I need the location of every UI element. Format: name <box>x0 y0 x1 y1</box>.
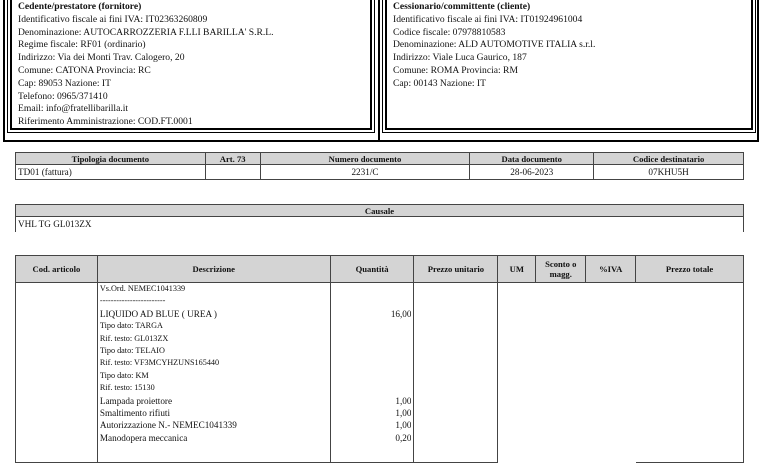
item-description: Tipo dato: TARGA <box>99 321 163 331</box>
item-quantity <box>333 370 412 382</box>
col-total-header: Prezzo totale <box>636 256 744 283</box>
item-description: Rif. testo: 15130 <box>99 383 155 393</box>
customer-line: Denominazione: ALD AUTOMOTIVE ITALIA s.r.l. <box>393 39 596 51</box>
doc-number-header: Numero documento <box>260 153 470 165</box>
item-description: Smaltimento rifiuti <box>99 407 171 418</box>
item-quantity: 1,00 <box>395 407 412 418</box>
art73-value <box>205 165 260 180</box>
item-description: Tipo dato: TELAIO <box>99 345 165 355</box>
description-cell <box>97 283 330 463</box>
causale-header: Causale <box>16 205 744 217</box>
col-um-header: UM <box>498 256 536 283</box>
doc-date-header: Data documento <box>470 153 594 165</box>
col-discount-header: Sconto o magg. <box>536 256 586 283</box>
supplier-line: Denominazione: AUTOCARROZZERIA F.LLI BARILLA' S.R.L. <box>18 26 274 38</box>
item-description: Vs.Ord. NEMEC1041339 <box>99 284 186 293</box>
discount-cell <box>536 283 586 463</box>
item-description: ------------------------ <box>99 296 166 306</box>
um-cell <box>498 283 536 463</box>
col-description-header: Descrizione <box>97 256 330 283</box>
item-description: Rif. testo: GL013ZX <box>99 333 169 343</box>
supplier-line: Telefono: 0965/371410 <box>18 90 108 102</box>
supplier-line: Regime fiscale: RF01 (ordinario) <box>18 39 146 51</box>
doc-date-value: 28-06-2023 <box>470 165 594 180</box>
item-quantity <box>333 345 412 357</box>
doc-type-value: TD01 (fattura) <box>16 165 206 180</box>
item-quantity <box>333 283 412 295</box>
customer-line: Indirizzo: Viale Luca Gaurico, 187 <box>393 52 527 64</box>
unit-price-cell <box>414 283 498 463</box>
recipient-code-value: 07KHU5H <box>594 165 744 180</box>
item-description: Rif. testo: VF3MCYHZUNS165440 <box>99 358 220 368</box>
item-description: Manodopera meccanica <box>99 432 188 443</box>
customer-header: Cessionario/committente (cliente) <box>393 1 531 12</box>
customer-line: Codice fiscale: 07978810583 <box>393 26 506 38</box>
supplier-line: Email: info@fratellibarilla.it <box>18 103 129 115</box>
item-quantity: 1,00 <box>395 420 412 431</box>
col-quantity-header: Quantità <box>330 256 414 283</box>
item-description: Tipo dato: KM <box>99 370 149 380</box>
document-info-table <box>15 152 744 180</box>
supplier-line: Identificativo fiscale ai fini IVA: IT02363260809 <box>18 13 208 25</box>
doc-type-header: Tipologia documento <box>16 153 206 165</box>
recipient-code-header: Codice destinatario <box>594 153 744 165</box>
supplier-line: Cap: 89053 Nazione: IT <box>18 77 111 89</box>
code-cell <box>16 283 98 463</box>
items-table <box>15 255 744 463</box>
causale-value: VHL TG GL013ZX <box>16 217 744 232</box>
parties-divider <box>378 0 380 142</box>
causale-table <box>15 204 744 232</box>
item-quantity <box>333 357 412 369</box>
customer-details <box>393 14 745 91</box>
supplier-line: Indirizzo: Via dei Monti Trav. Calogero, 20 <box>18 52 185 64</box>
col-code-header: Cod. articolo <box>16 256 98 283</box>
total-cell <box>636 283 744 463</box>
item-quantity: 0,20 <box>395 432 412 443</box>
vat-cell <box>586 283 636 463</box>
items-body-row <box>16 283 744 463</box>
supplier-details <box>18 14 364 129</box>
item-quantity: 1,00 <box>395 395 412 406</box>
doc-number-value: 2231/C <box>260 165 470 180</box>
item-quantity <box>333 333 412 345</box>
art73-header: Art. 73 <box>205 153 260 165</box>
item-description: Lampada proiettore <box>99 395 173 406</box>
customer-line: Identificativo fiscale ai fini IVA: IT01924961004 <box>393 13 583 25</box>
quantity-cell <box>330 283 414 463</box>
supplier-line: Comune: CATONA Provincia: RC <box>18 64 151 76</box>
customer-box <box>385 0 753 130</box>
customer-line: Cap: 00143 Nazione: IT <box>393 77 486 89</box>
item-quantity <box>333 320 412 332</box>
customer-line: Comune: ROMA Provincia: RM <box>393 64 518 76</box>
supplier-box <box>10 0 372 130</box>
item-quantity <box>333 295 412 307</box>
col-unit-price-header: Prezzo unitario <box>414 256 498 283</box>
item-description: LIQUIDO AD BLUE ( UREA ) <box>99 308 217 319</box>
col-vat-header: %IVA <box>586 256 636 283</box>
item-quantity <box>333 382 412 394</box>
item-description: Autorizzazione N.- NEMEC1041339 <box>99 420 237 431</box>
item-quantity: 16,00 <box>390 308 412 319</box>
supplier-line: Riferimento Amministrazione: COD.FT.0001 <box>18 116 193 128</box>
supplier-header: Cedente/prestatore (fornitore) <box>18 1 142 12</box>
